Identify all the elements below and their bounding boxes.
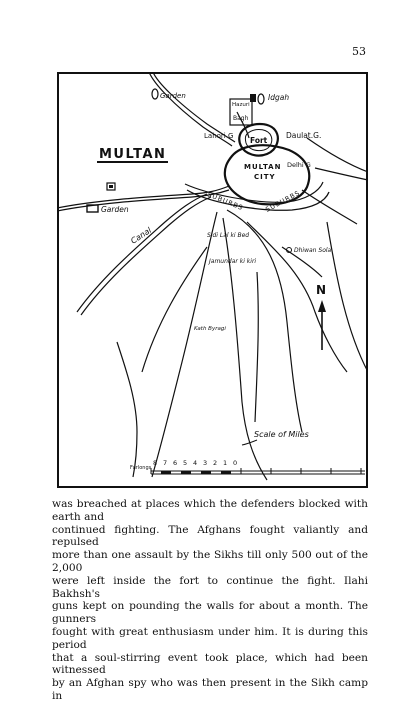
scale-number: 7 xyxy=(163,459,168,467)
body-text xyxy=(52,498,368,703)
label-hazuri: Hazuri xyxy=(232,102,250,108)
scale-number: 1 xyxy=(223,459,228,467)
idgah-marker xyxy=(258,94,264,104)
garden-top-marker xyxy=(152,89,158,99)
map-drawing xyxy=(57,72,368,488)
label-sidi-lal-ki-bed: Sidi Lal ki Bed xyxy=(207,232,250,239)
scale-number: 4 xyxy=(193,459,198,467)
hazuri-bagh-marker xyxy=(250,94,256,102)
label-daulat-gate: Daulat.G. xyxy=(286,131,322,140)
scale-number: 5 xyxy=(183,459,188,467)
map-title-text: MULTAN xyxy=(99,147,167,162)
scale-title: Scale of Miles xyxy=(254,430,309,439)
scale-number: 0 xyxy=(233,459,238,467)
scale-unit: Furlongs xyxy=(130,465,152,471)
label-delhi-gate: Delhi G xyxy=(287,161,311,169)
label-canal: Canal xyxy=(129,225,154,246)
north-arrow-icon xyxy=(318,300,326,312)
label-multan-city-2: CITY xyxy=(254,173,276,181)
label-garden-top: Garden xyxy=(160,92,186,100)
label-lahori-gate: Lahori G xyxy=(204,132,234,140)
scale-number: 3 xyxy=(203,459,208,467)
label-jamundar-ki-kiri: Jamundar ki kiri xyxy=(209,258,257,265)
label-suburbs-left: SUBURBS xyxy=(206,190,245,213)
scale-number: 8 xyxy=(153,459,158,467)
body-line: by an Afghan spy who was then present in the Sikh camp in xyxy=(52,677,368,702)
body-line: was breached at places which the defenders blocked with earth and xyxy=(52,498,368,523)
enclosure-center xyxy=(109,185,113,188)
body-line: were left inside the fort to continue the fight. Ilahi Bakhsh's xyxy=(52,574,368,600)
label-suburbs-right: SUBURBS xyxy=(264,188,302,214)
multan-map xyxy=(57,72,368,488)
page-number: 53 xyxy=(352,45,366,58)
body-line: fought with great enthusiasm under him. It is during this period xyxy=(52,625,368,651)
label-multan-city-1: MULTAN xyxy=(244,163,282,171)
body-line: guns kept on pounding the walls for about a month. The gunners xyxy=(52,600,368,626)
scale-number: 2 xyxy=(213,459,218,467)
label-bagh: Bagh xyxy=(233,115,249,122)
label-garden-left: Garden xyxy=(101,205,129,214)
label-idgah: Idgah xyxy=(268,93,290,102)
label-fort: Fort xyxy=(250,136,268,145)
body-line: more than one assault by the Sikhs till only 500 out of the 2,000 xyxy=(52,549,368,574)
scale-numbers xyxy=(153,459,237,467)
scale-number: 6 xyxy=(173,459,178,467)
body-line: continued fighting. The Afghans fought valiantly and repulsed xyxy=(52,523,368,549)
body-line: that a soul-stirring event took place, which had been witnessed xyxy=(52,651,368,677)
north-label: N xyxy=(316,283,327,297)
label-dhiwan-sola: Dhiwan Sola xyxy=(294,247,332,254)
label-kath-byragi: Kath Byragi xyxy=(194,326,226,332)
